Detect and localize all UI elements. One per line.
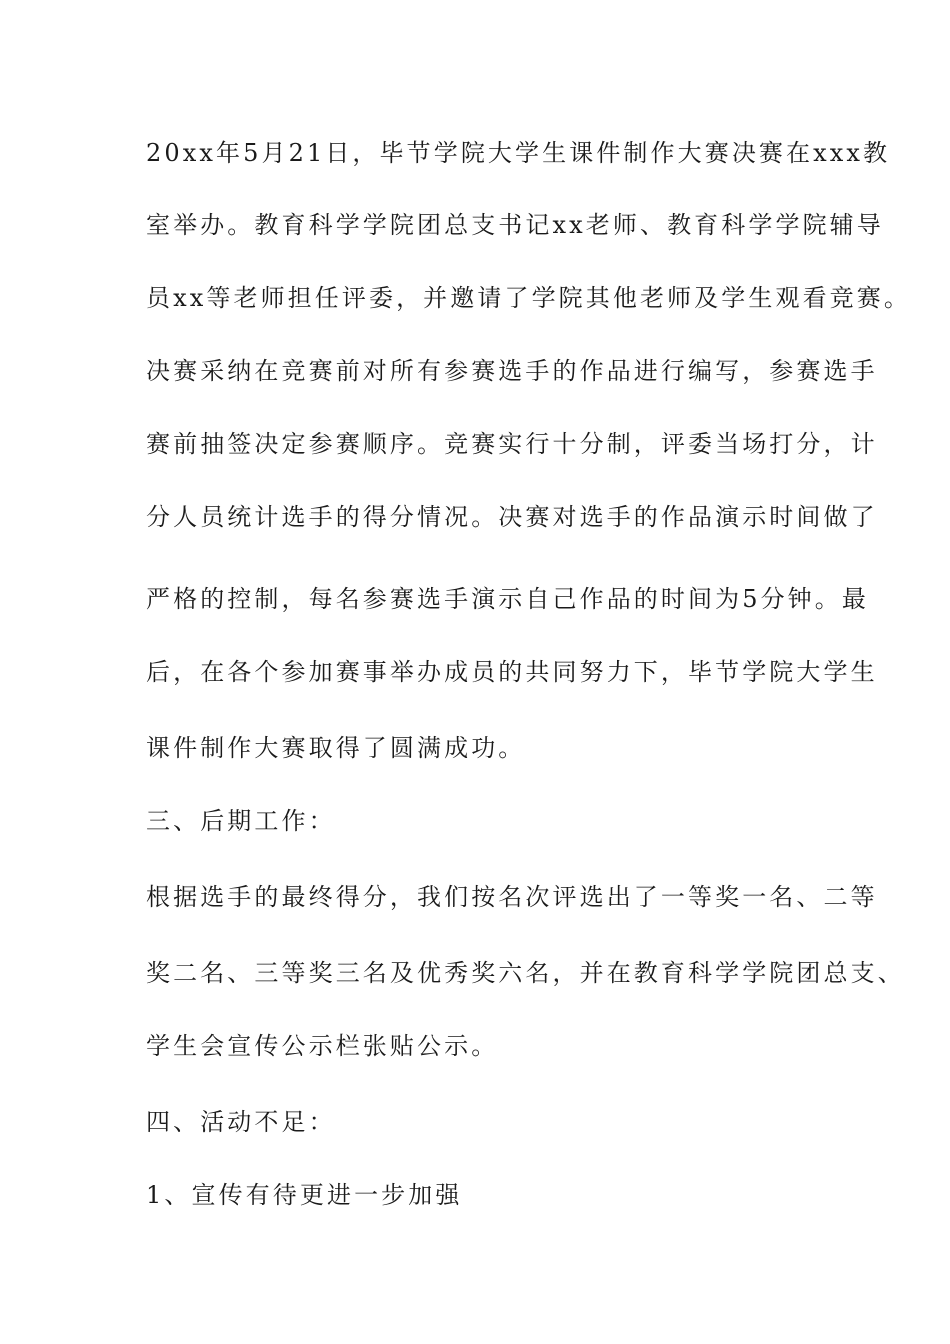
paragraph-1-line-3: 员xx等老师担任评委，并邀请了学院其他老师及学生观看竞赛。 [146, 284, 911, 312]
paragraph-1-line-5: 赛前抽签决定参赛顺序。竞赛实行十分制，评委当场打分，计 [146, 430, 878, 458]
paragraph-1-line-7: 严格的控制，每名参赛选手演示自己作品的时间为5分钟。最 [146, 585, 869, 613]
list-item-1: 1、宣传有待更进一步加强 [146, 1181, 463, 1209]
section-heading-4: 四、活动不足： [146, 1108, 336, 1136]
paragraph-2-line-3: 学生会宣传公示栏张贴公示。 [146, 1032, 499, 1060]
paragraph-1-line-9: 课件制作大赛取得了圆满成功。 [146, 734, 526, 762]
paragraph-2-line-1: 根据选手的最终得分，我们按名次评选出了一等奖一名、二等 [146, 883, 878, 911]
section-heading-3: 三、后期工作： [146, 807, 336, 835]
paragraph-1-line-1: 20xx年5月21日，毕节学院大学生课件制作大赛决赛在xxx教 [146, 139, 891, 167]
paragraph-1-line-8: 后，在各个参加赛事举办成员的共同努力下，毕节学院大学生 [146, 658, 878, 686]
paragraph-1-line-4: 决赛采纳在竞赛前对所有参赛选手的作品进行编写，参赛选手 [146, 357, 878, 385]
paragraph-2-line-2: 奖二名、三等奖三名及优秀奖六名，并在教育科学学院团总支、 [146, 959, 905, 987]
paragraph-1-line-6: 分人员统计选手的得分情况。决赛对选手的作品演示时间做了 [146, 503, 878, 531]
paragraph-1-line-2: 室举办。教育科学学院团总支书记xx老师、教育科学学院辅导 [146, 211, 884, 239]
